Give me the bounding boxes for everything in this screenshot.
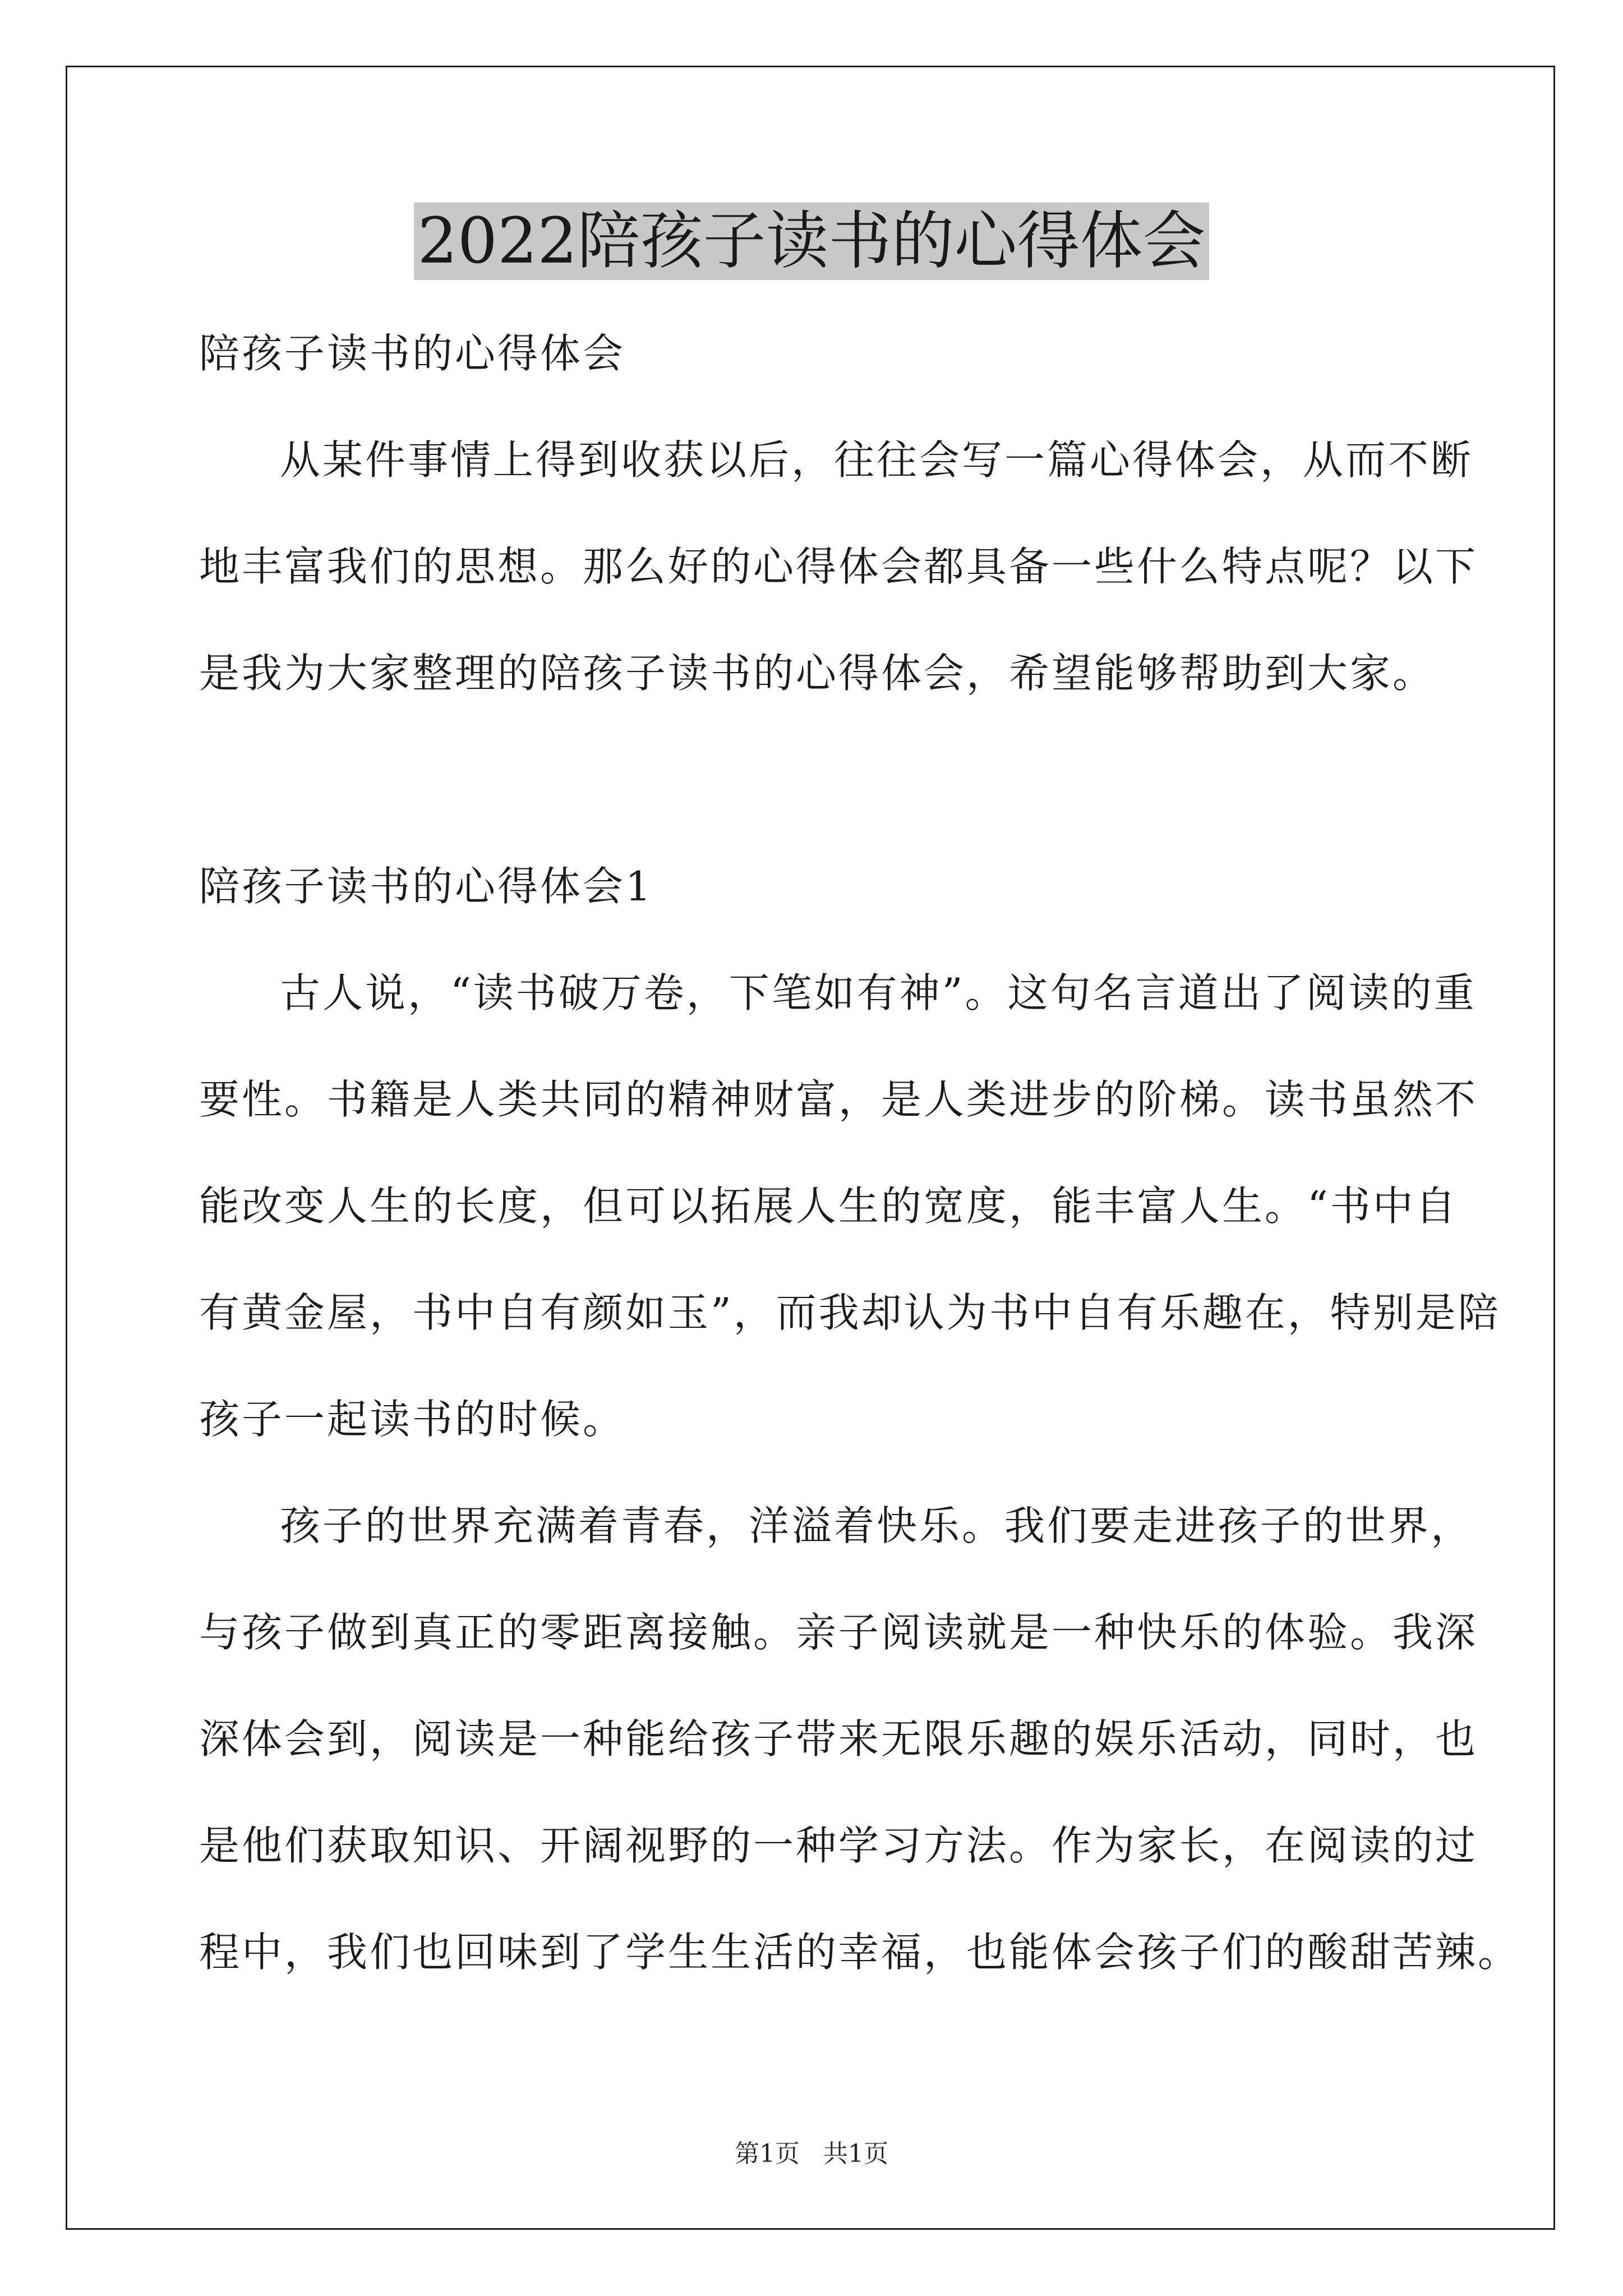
subtitle: 陪孩子读书的心得体会 <box>199 330 626 377</box>
paragraph2-line: 是他们获取知识、开阔视野的一种学习方法。作为家长，在阅读的过 <box>199 1822 1478 1869</box>
paragraph1-line: 有黄金屋，书中自有颜如玉”，而我却认为书中自有乐趣在，特别是陪 <box>199 1289 1501 1336</box>
paragraph1-line: 能改变人生的长度，但可以拓展人生的宽度，能丰富人生。“书中自 <box>199 1182 1458 1230</box>
paragraph2-line: 孩子的世界充满着青春，洋溢着快乐。我们要走进孩子的世界， <box>280 1502 1474 1549</box>
document-body <box>199 300 1521 2005</box>
intro-line: 地丰富我们的思想。那么好的心得体会都具备一些什么特点呢？以下 <box>199 543 1478 590</box>
page-number: 第1页 <box>735 2139 800 2168</box>
page-total: 共1页 <box>823 2139 888 2168</box>
paragraph-spacer <box>199 726 1433 833</box>
paragraph2-line: 与孩子做到真正的零距离接触。亲子阅读就是一种快乐的体验。我深 <box>199 1609 1478 1656</box>
intro-line: 是我为大家整理的陪孩子读书的心得体会，希望能够帮助到大家。 <box>199 650 1436 697</box>
page-footer <box>0 2137 1623 2171</box>
paragraph1-line: 古人说，“读书破万卷，下笔如有神”。这句名言道出了阅读的重 <box>280 969 1477 1016</box>
title-text: 2022陪孩子读书的心得体会 <box>414 203 1209 280</box>
paragraph2-line: 程中，我们也回味到了学生生活的幸福，也能体会孩子们的酸甜苦辣。 <box>199 1929 1521 1976</box>
intro-line: 从某件事情上得到收获以后，往往会写一篇心得体会，从而不断 <box>280 436 1474 484</box>
paragraph1-line: 要性。书籍是人类共同的精神财富，是人类进步的阶梯。读书虽然不 <box>199 1076 1478 1123</box>
document-title <box>0 202 1623 280</box>
paragraph2-line: 深体会到，阅读是一种能给孩子带来无限乐趣的娱乐活动，同时，也 <box>199 1715 1478 1763</box>
section-heading: 陪孩子读书的心得体会1 <box>199 863 653 910</box>
paragraph1-line: 孩子一起读书的时候。 <box>199 1396 626 1443</box>
